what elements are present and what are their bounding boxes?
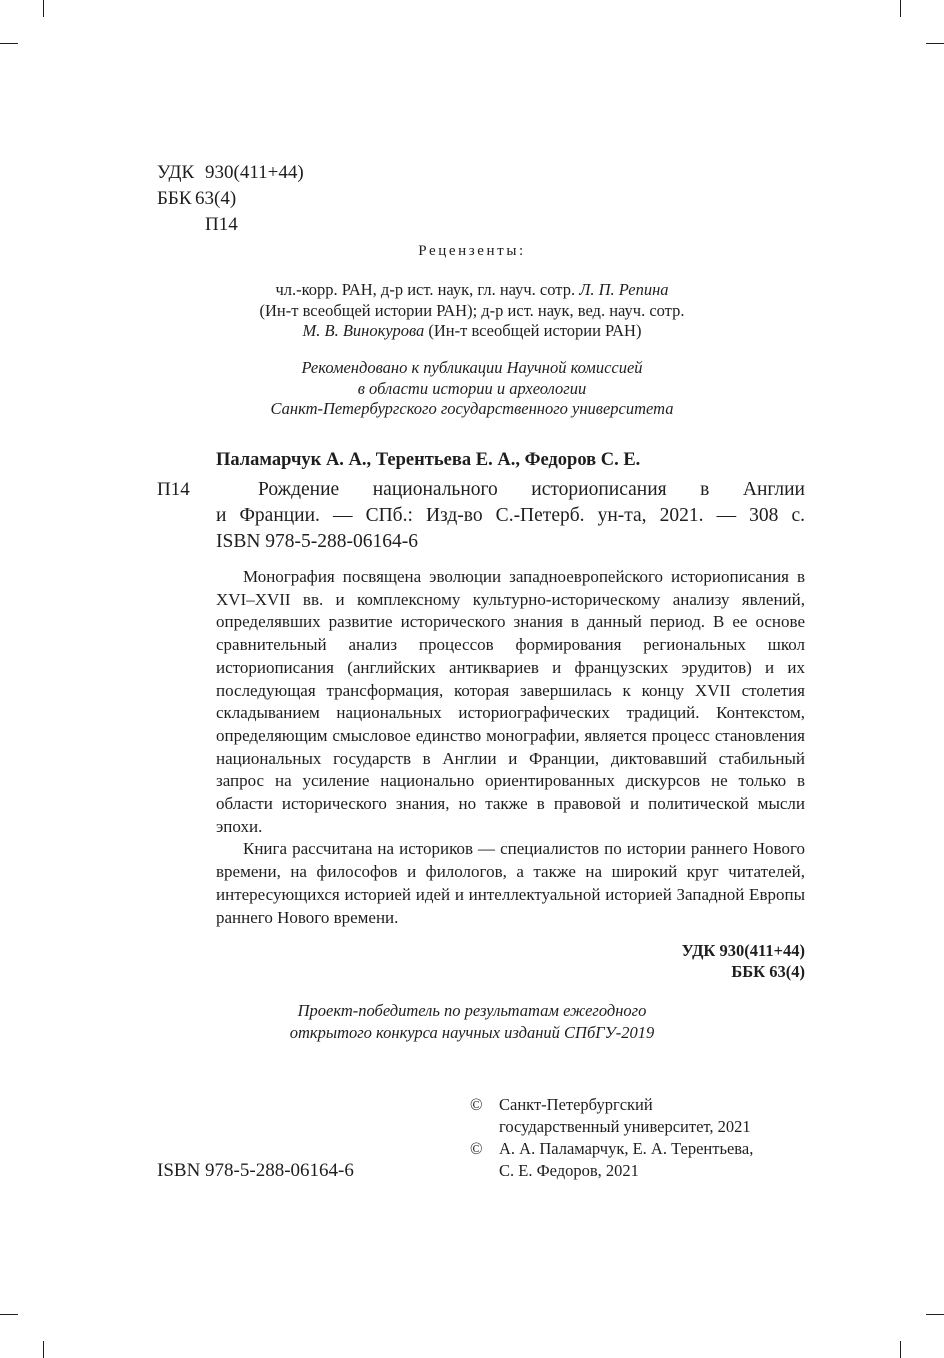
competition-winner-note (190, 1000, 754, 1044)
isbn-line: ISBN 978-5-288-06164-6 (216, 531, 419, 552)
isbn-footer: ISBN 978-5-288-06164-6 (157, 1160, 354, 1181)
reviewers-line-1 (190, 280, 754, 301)
copyright-holder-line: Санкт-Петербургский (499, 1095, 653, 1114)
copyright-entry (470, 1094, 753, 1138)
reviewers-line-3 (190, 321, 754, 342)
copyright-holder-line: А. А. Паламарчук, Е. А. Терентьева, (499, 1139, 754, 1158)
recommendation-note (190, 358, 754, 420)
copyright-symbol: © (470, 1095, 483, 1114)
udk-code-row (157, 160, 304, 186)
reviewers-block (190, 280, 754, 342)
reviewer-1-name: Л. П. Репина (579, 280, 669, 299)
crop-mark-top-right-horizontal (926, 43, 944, 44)
abstract-paragraph: Монография посвящена эволюции западноевропейского историописания в XVI–XVII вв. и комплексному культурно-историческому анализу явлений, определявших развитие исторического знания в данный период. В ее основе сравнительный анализ процессов формирования региональных школ историописания (английских антиквариев и французских эрудитов) и их последующая трансформация, которая завершилась к концу XVII столетия складыванием национальных историографических традиций. Контекстом, определяющим смысловое единство монографии, является процесс становления национальных государств в Англии и Франции, диктовавший стабильный запрос на усиление национально ориентированных дискурсов не только в области исторического знания, но также в правовой и политической мысли эпохи. (216, 567, 805, 836)
udk-label: УДК (157, 162, 195, 183)
reviewer-1-title: чл.-корр. РАН, д-р ист. наук, гл. науч. сотр. (275, 280, 576, 299)
copyright-holder-line: государственный университет, 2021 (499, 1117, 751, 1136)
winner-line: Проект-победитель по результатам ежегодного (297, 1001, 647, 1020)
copyright-block (470, 1094, 753, 1182)
crop-mark-bottom-right-horizontal (926, 1314, 944, 1315)
crop-mark-bottom-right-vertical (900, 1341, 901, 1358)
reviewer-2-name: М. В. Винокурова (302, 321, 425, 340)
crop-mark-bottom-left-horizontal (0, 1314, 18, 1315)
crop-mark-top-left-vertical (43, 0, 44, 17)
book-title-line: Рождение национального историописания в Англии (258, 479, 805, 500)
crop-mark-top-left-horizontal (0, 43, 18, 44)
author-code-row (157, 212, 304, 238)
abstract-paragraph: Книга рассчитана на историков — специалистов по истории раннего Нового времени, на философов и филологов, а также на широкий круг читателей, интересующихся историей идей и интеллектуальной историей Западной Европы раннего Нового времени. (216, 839, 805, 927)
crop-mark-top-right-vertical (900, 0, 901, 17)
recommendation-line: Санкт-Петербургского государственного университета (270, 399, 674, 418)
footer-classification (682, 940, 805, 982)
publication-info-line: и Франции. — СПб.: Изд-во С.-Петерб. ун-та, 2021. — 308 с. (216, 505, 805, 526)
bbk-code-row (157, 186, 304, 212)
author-code: П14 (205, 214, 238, 235)
footer-bbk: ББК 63(4) (731, 962, 805, 981)
classification-codes (157, 160, 304, 238)
abstract (216, 566, 805, 929)
reviewers-line-2: (Ин-т всеобщей истории РАН); д-р ист. наук, вед. науч. сотр. (259, 300, 685, 320)
authors-heading: Паламарчук А. А., Терентьева Е. А., Федоров С. Е. (216, 450, 641, 470)
bibliographic-author-code: П14 (157, 479, 190, 500)
udk-value: 930(411+44) (205, 162, 304, 183)
reviewers-heading: Рецензенты: (418, 243, 526, 259)
recommendation-line: Рекомендовано к публикации Научной комиссией (301, 358, 643, 377)
crop-mark-bottom-left-vertical (43, 1341, 44, 1358)
winner-line: открытого конкурса научных изданий СПбГУ-2019 (289, 1023, 655, 1042)
copyright-entry (470, 1138, 753, 1182)
bbk-value: 63(4) (195, 188, 237, 209)
reviewer-2-affiliation: (Ин-т всеобщей истории РАН) (428, 321, 642, 340)
copyright-symbol: © (470, 1139, 483, 1158)
copyright-holder-line: С. Е. Федоров, 2021 (499, 1161, 639, 1180)
bbk-label: ББК (157, 188, 192, 209)
footer-udk: УДК 930(411+44) (681, 941, 805, 960)
bibliographic-description (216, 477, 805, 555)
recommendation-line: в области истории и археологии (357, 378, 587, 398)
